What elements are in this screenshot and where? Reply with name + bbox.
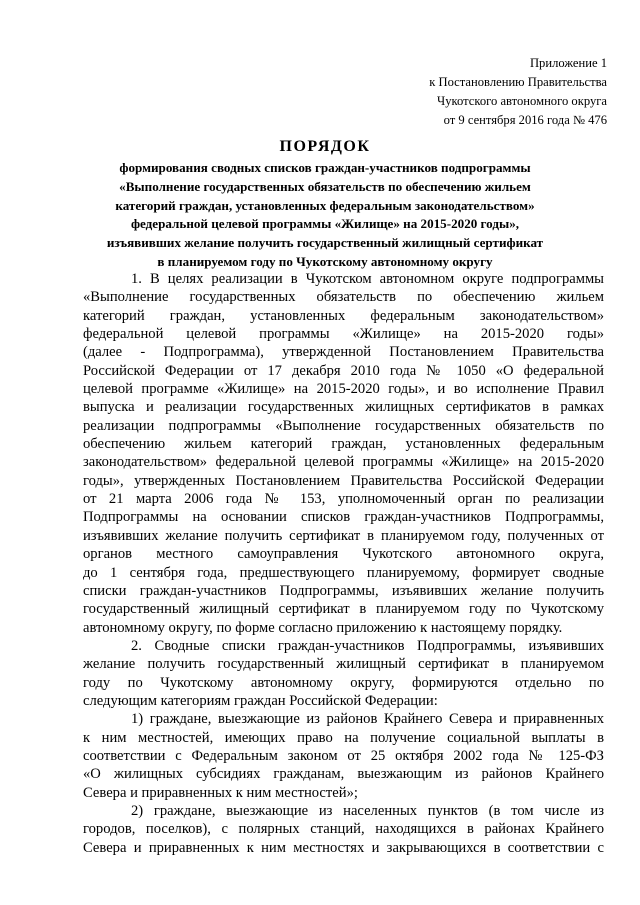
paragraph-1-line: изъявивших желание получить сертификат в планируемом году, полученных от	[83, 527, 604, 544]
list-item-1-line: соответствии с Федеральным законом от 25 октября 2002 года № 125-ФЗ	[83, 747, 604, 764]
appendix-line: от 9 сентября 2016 года № 476	[443, 113, 607, 127]
paragraph-1-line: обеспечению жильем категорий граждан, установленных федеральным	[83, 436, 604, 453]
subtitle-line: «Выполнение государственных обязательств по обеспечению жильем	[119, 178, 531, 194]
subtitle-line: федеральной целевой программы «Жилище» на 2015-2020 годы»,	[130, 216, 520, 232]
paragraph-2-line: 2. Сводные списки граждан-участников Подпрограммы, изъявивших	[131, 637, 604, 654]
list-item-1-line: 1) граждане, выезжающие из районов Крайнего Севера и приравненных	[131, 711, 604, 728]
paragraph-1-line: списки граждан-участников Подпрограммы, изъявивших желание получить	[83, 582, 604, 599]
paragraph-1-line: 1. В целях реализации в Чукотском автономном округе подпрограммы	[131, 271, 604, 287]
paragraph-1-line: категорий граждан, установленных федеральным законодательством»	[83, 307, 604, 324]
paragraph-2-line: желание получить государственный жилищный сертификат в планируемом	[83, 656, 604, 673]
list-item-1-line: «О жилищных субсидиях гражданам, выезжающим из районов Крайнего	[83, 766, 604, 783]
appendix-line: Чукотского автономного округа	[437, 94, 607, 108]
list-item-1-line: к ним местностей, имеющих право на получение социальной выплаты в	[83, 729, 604, 746]
subtitle-line: в планируемом году по Чукотскому автономному округу	[157, 253, 493, 269]
subtitle-line: изъявивших желание получить государственный жилищный сертификат	[106, 235, 544, 251]
paragraph-1-line: годы», утвержденных Постановлением Правительства Российской Федерации	[83, 472, 604, 489]
appendix-reference	[385, 54, 607, 130]
list-item-1-line: Севера и приравненных к ним местностей»;	[83, 784, 358, 801]
document-title: ПОРЯДОК	[279, 138, 371, 155]
paragraph-1-line: (далее - Подпрограмма), утвержденной Постановлением Правительства	[83, 344, 604, 361]
paragraph-1-line: государственный жилищный сертификат в планируемом году по Чукотскому	[83, 601, 604, 618]
paragraph-1-line: автономному округу, по форме согласно приложению к настоящему порядку.	[83, 619, 563, 636]
appendix-line: к Постановлению Правительства	[429, 75, 607, 89]
list-item-2-line: Севера и приравненных к ним местностях и закрывающихся в соответствии с	[83, 839, 604, 856]
paragraph-1-line: «Выполнение государственных обязательств по обеспечению жильем	[83, 289, 604, 306]
subtitle-line: категорий граждан, установленных федеральным законодательством»	[115, 197, 535, 213]
paragraph-1-line: до 1 сентября года, предшествующего планируемому, формирует сводные	[83, 564, 604, 581]
paragraph-1-line: Подпрограммы на основании списков граждан-участников Подпрограммы,	[83, 509, 604, 526]
paragraph-1-line: Российской Федерации от 17 декабря 2010 года № 1050 «О федеральной	[83, 362, 604, 379]
paragraph-1-line: выпуска и реализации государственных жилищных сертификатов в рамках	[83, 399, 604, 416]
paragraph-1-line: органов местного самоуправления Чукотского автономного округа,	[83, 546, 604, 563]
paragraph-2-line: следующим категориям граждан Российской Федерации:	[83, 692, 438, 709]
list-item-2-line: городов, поселков), с полярных станций, находящихся в районах Крайнего	[83, 821, 604, 838]
paragraph-2-line: году по Чукотскому автономному округу, формируются отдельно по	[83, 674, 604, 691]
paragraph-1-line: целевой программе «Жилище» на 2015-2020 годы», и во исполнение Правил	[83, 381, 604, 398]
paragraph-1-line: реализации подпрограммы «Выполнение государственных обязательств по	[83, 417, 604, 434]
document-body	[83, 270, 604, 857]
document-subtitle	[88, 159, 562, 272]
list-item-2-line: 2) граждане, выезжающие из населенных пунктов (в том числе из	[131, 802, 604, 819]
subtitle-line: формирования сводных списков граждан-участников подпрограммы	[119, 160, 531, 175]
paragraph-1-line: законодательством» федеральной целевой программы «Жилище» на 2015-2020	[83, 454, 604, 471]
paragraph-1-line: федеральной целевой программы «Жилище» на 2015-2020 годы»	[83, 326, 604, 343]
paragraph-1-line: от 21 марта 2006 года № 153, уполномоченный орган по реализации	[83, 491, 604, 508]
appendix-line: Приложение 1	[529, 56, 607, 70]
